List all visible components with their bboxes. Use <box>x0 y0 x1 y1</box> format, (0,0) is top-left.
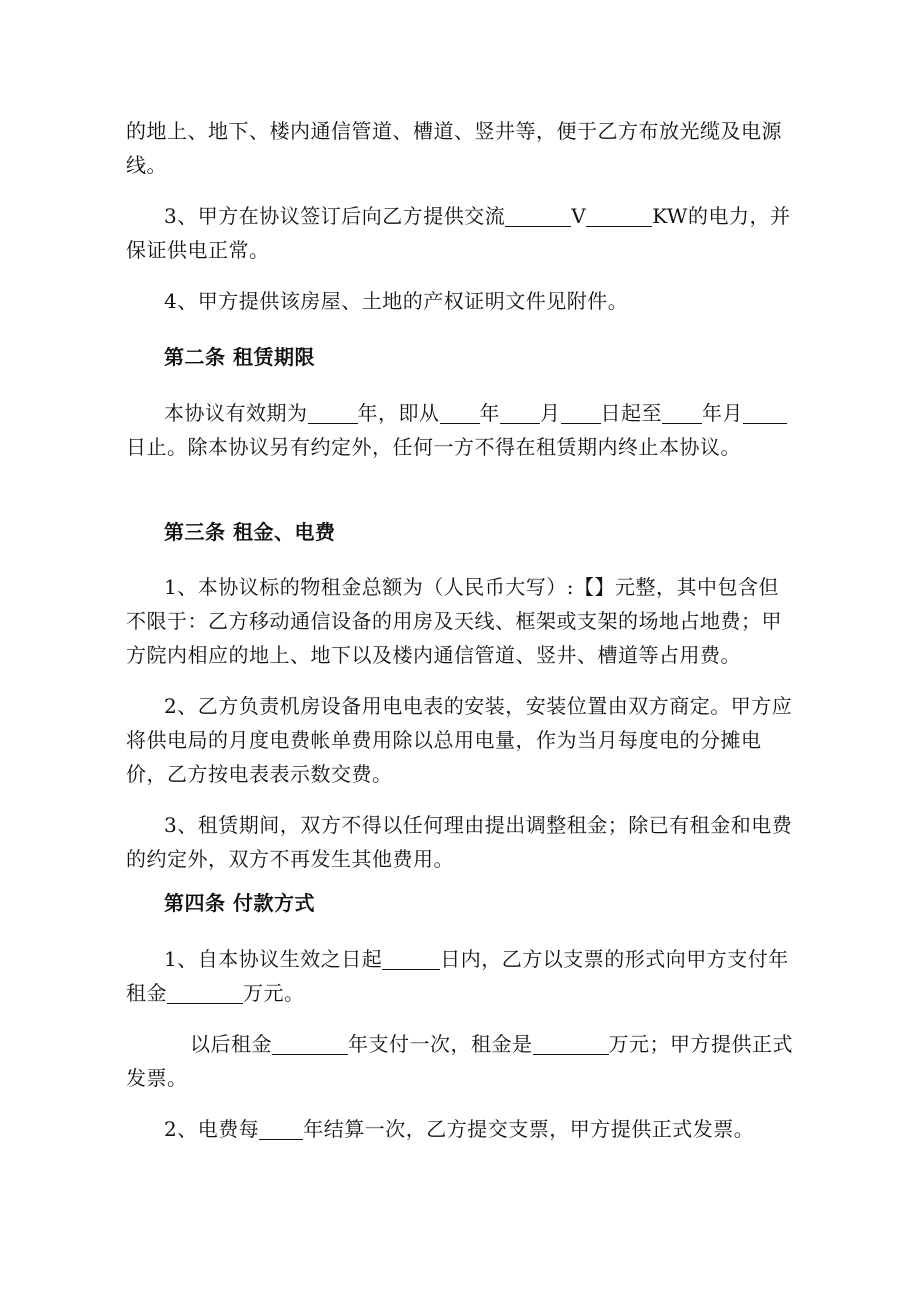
blank-start-year[interactable] <box>440 403 480 424</box>
paragraph-electricity-meter: 2、乙方负责机房设备用电电表的安装，安装位置由双方商定。甲方应将供电局的月度电费帐单费用除以总用电量，作为当月每度电的分摊电价，乙方按电表表示数交费。 <box>126 694 793 786</box>
text-pay-2: 日内，乙方以支票的形式向甲方支付年租金 <box>126 947 789 1005</box>
text-term-2: 年，即从 <box>357 401 440 425</box>
heading-lease-term: 第二条 租赁期限 <box>164 345 315 369</box>
blank-start-day[interactable] <box>561 403 601 424</box>
text-power-supply-start: 3、甲方在协议签订后向乙方提供交流 <box>164 204 506 228</box>
blank-payment-days[interactable] <box>382 949 440 970</box>
text-later-2: 年支付一次，租金是 <box>348 1032 533 1056</box>
text-term-3: 年 <box>479 401 500 425</box>
paragraph-power-supply <box>126 199 796 267</box>
blank-annual-rent[interactable] <box>167 983 243 1004</box>
paragraph-electricity-settlement <box>126 1112 796 1146</box>
paragraph-later-payments <box>126 1027 796 1095</box>
text-term-5: 日起至 <box>600 401 662 425</box>
text-later-1: 以后租金 <box>190 1032 272 1056</box>
text-power-supply-end: KW的电力，并保证供电正常。 <box>126 204 791 262</box>
text-pay-3: 万元。 <box>243 981 305 1005</box>
blank-voltage[interactable] <box>505 206 571 227</box>
text-elec-2: 年结算一次，乙方提交支票，甲方提供正式发票。 <box>303 1117 755 1141</box>
blank-power[interactable] <box>586 206 652 227</box>
text-term-7: 日止。除本协议另有约定外，任何一方不得在租赁期内终止本协议。 <box>126 435 741 459</box>
blank-end-day[interactable] <box>743 403 787 424</box>
blank-payment-interval[interactable] <box>272 1034 348 1055</box>
text-elec-1: 2、电费每 <box>164 1117 260 1141</box>
blank-start-month[interactable] <box>500 403 540 424</box>
paragraph-access-conduits: 的地上、地下、楼内通信管道、槽道、竖井等，便于乙方布放光缆及电源线。 <box>126 119 782 177</box>
paragraph-rent-total: 1、本协议标的物租金总额为（人民币大写）:【】元整，其中包含但不限于：乙方移动通信设备的用房及天线、框架或支架的场地占地费；甲方院内相应的地上、地下以及楼内通信管道、竖井、槽道等占用费。 <box>126 575 782 667</box>
heading-payment-method: 第四条 付款方式 <box>164 891 315 915</box>
text-later-3: 万元；甲方提供正式发票。 <box>126 1032 793 1090</box>
text-term-6: 年月 <box>702 401 743 425</box>
blank-term-years[interactable] <box>308 403 358 424</box>
blank-end-year[interactable] <box>662 403 702 424</box>
paragraph-no-adjustment: 3、租赁期间，双方不得以任何理由提出调整租金；除已有租金和电费的约定外，双方不再发生其他费用。 <box>126 813 793 871</box>
blank-rent-amount[interactable] <box>533 1034 609 1055</box>
text-volt-unit: V <box>571 204 587 228</box>
paragraph-lease-term <box>126 396 796 464</box>
paragraph-property-proof: 4、甲方提供该房屋、土地的产权证明文件见附件。 <box>164 289 629 313</box>
text-term-1: 本协议有效期为 <box>164 401 308 425</box>
paragraph-first-payment <box>126 942 796 1010</box>
text-pay-1: 1、自本协议生效之日起 <box>164 947 383 971</box>
text-term-4: 月 <box>540 401 561 425</box>
blank-settlement-years[interactable] <box>259 1119 303 1140</box>
heading-rent-electricity: 第三条 租金、电费 <box>164 520 336 544</box>
